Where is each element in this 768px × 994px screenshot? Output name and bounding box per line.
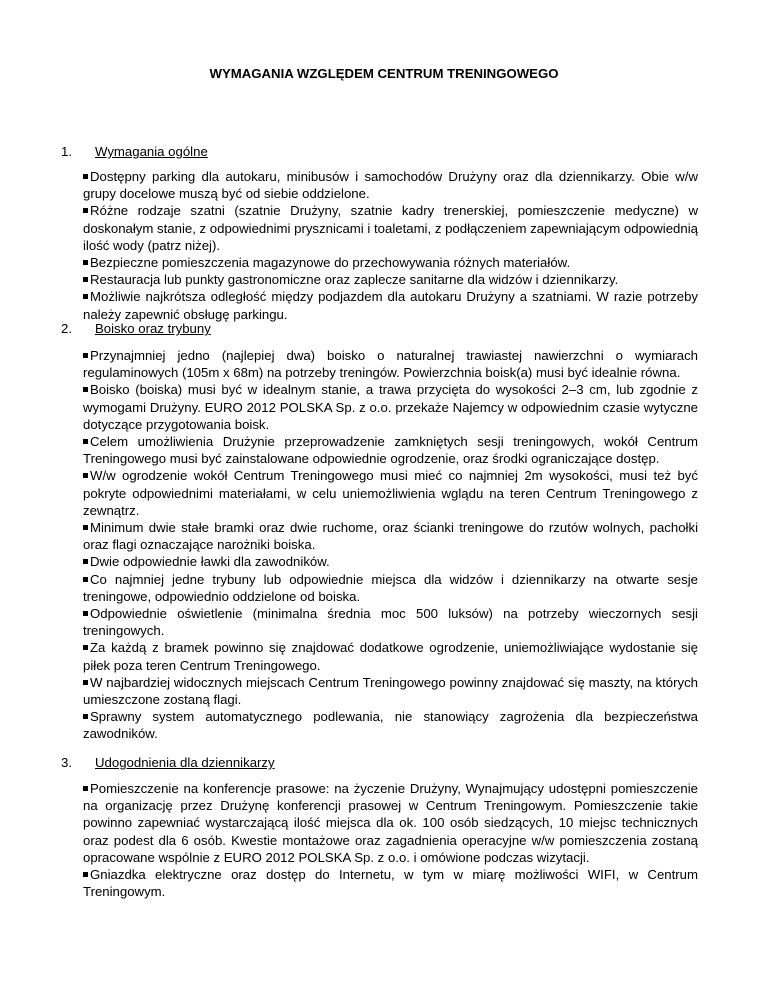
list-item: Restauracja lub punkty gastronomiczne oraz zaplecze sanitarne dla widzów i dziennikarzy.: [83, 271, 698, 288]
bullet-square-icon: [83, 174, 88, 179]
section-heading-general: [61, 143, 701, 160]
list-item: Odpowiednie oświetlenie (minimalna średnia moc 500 luksów) na potrzeby wieczornych sesji treningowych.: [83, 606, 698, 639]
list-item: W najbardziej widocznych miejscach Centrum Treningowego powinny znajdować się maszty, na których umieszczone zostaną flagi.: [83, 674, 698, 708]
list-item: Pomieszczenie na konferencje prasowe: na życzenie Drużyny, Wynajmujący udostępni pomieszczenie na organizację przez Drużynę konferencji prasowej w Centrum Treningowym. Pomieszczenie takie powinno zapewniać wystarczającą ilość miejsca dla ok. 100 osób siedzących, 10 miejsc technicznych oraz podest dla 6 osób. Kwestie montażowe oraz zagadnienia operacyjne w/w pomieszczenia zostaną opracowane wspólnie z EURO 2012 POLSKA Sp. z o.o. i omówione podczas wizytacji.: [83, 781, 698, 865]
list-item: Celem umożliwienia Drużynie przeprowadzenie zamkniętych sesji treningowych, wokół Centrum Treningowego musi być zainstalowane odpowiednie ogrodzenie, oraz środki ograniczające dostęp.: [83, 434, 698, 467]
section-title: Boisko oraz trybuny: [95, 321, 211, 336]
list-item: Dwie odpowiednie ławki dla zawodników.: [83, 553, 698, 570]
bullet-square-icon: [83, 714, 88, 719]
bullet-square-icon: [83, 645, 88, 650]
bullet-square-icon: [83, 294, 88, 299]
section-title: Wymagania ogólne: [95, 144, 208, 159]
section-list-pitch: [83, 347, 698, 743]
list-item: Gniazdka elektryczne oraz dostęp do Internetu, w tym w miarę możliwości WIFI, w Centrum Treningowym.: [83, 867, 698, 900]
section-title: Udogodnienia dla dziennikarzy: [95, 755, 275, 770]
section-number: 1.: [61, 144, 72, 159]
list-item: Bezpieczne pomieszczenia magazynowe do przechowywania różnych materiałów.: [83, 254, 698, 271]
list-item: Możliwie najkrótsza odległość między podjazdem dla autokaru Drużyny a szatniami. W razie potrzeby należy zapewnić obsługę parkingu.: [83, 289, 698, 322]
bullet-square-icon: [83, 387, 88, 392]
list-item: Za każdą z bramek powinno się znajdować dodatkowe ogrodzenie, uniemożliwiające wydostanie się piłek poza teren Centrum Treningowego.: [83, 640, 698, 673]
list-item: Dostępny parking dla autokaru, minibusów i samochodów Drużyny oraz dla dziennikarzy. Obie w/w grupy docelowe muszą być od siebie oddzielone.: [83, 169, 698, 202]
bullet-square-icon: [83, 473, 88, 478]
bullet-square-icon: [83, 353, 88, 358]
bullet-square-icon: [83, 208, 88, 213]
bullet-square-icon: [83, 559, 88, 564]
section-number: 2.: [61, 321, 72, 336]
bullet-square-icon: [83, 277, 88, 282]
bullet-square-icon: [83, 439, 88, 444]
bullet-square-icon: [83, 260, 88, 265]
list-item: Różne rodzaje szatni (szatnie Drużyny, szatnie kadry trenerskiej, pomieszczenie medyczne) w doskonałym stanie, z odpowiednimi prysznicami i toaletami, z podłączeniem zapewniającym odpowiednią ilość wody (patrz niżej).: [83, 203, 698, 253]
bullet-square-icon: [83, 577, 88, 582]
section-list-journalists: [83, 780, 698, 900]
list-item: Boisko (boiska) musi być w idealnym stanie, a trawa przycięta do wysokości 2–3 cm, lub zgodnie z wymogami Drużyny. EURO 2012 POLSKA Sp. z o.o. przekaże Najemcy w odpowiednim czasie wytyczne dotyczące przygotowania boisk.: [83, 382, 698, 432]
section-list-general: [83, 168, 698, 323]
bullet-square-icon: [83, 525, 88, 530]
section-number: 3.: [61, 755, 72, 770]
bullet-square-icon: [83, 786, 88, 791]
list-item: Co najmniej jedne trybuny lub odpowiednie miejsca dla widzów i dziennikarzy na otwarte sesje treningowe, odpowiednio oddzielone od boiska.: [83, 571, 698, 604]
bullet-square-icon: [83, 872, 88, 877]
list-item: Przynajmniej jedno (najlepiej dwa) boisko o naturalnej trawiastej nawierzchni o wymiarach regulaminowych (105m x 68m) na potrzeby treningów. Powierzchnia boisk(a) musi być idealnie równa.: [83, 348, 698, 381]
document-title: WYMAGANIA WZGLĘDEM CENTRUM TRENINGOWEGO: [209, 66, 559, 81]
section-heading-pitch: [61, 320, 701, 337]
bullet-square-icon: [83, 680, 88, 685]
list-item: Minimum dwie stałe bramki oraz dwie ruchome, oraz ścianki treningowe do rzutów wolnych, pachołki oraz flagi oznaczające narożniki boiska.: [83, 520, 698, 553]
list-item: Sprawny system automatycznego podlewania, nie stanowiący zagrożenia dla bezpieczeństwa zawodników.: [83, 709, 698, 742]
bullet-square-icon: [83, 611, 88, 616]
section-heading-journalists: [61, 754, 701, 771]
list-item: W/w ogrodzenie wokół Centrum Treningowego musi mieć co najmniej 2m wysokości, musi też być pokryte odpowiednimi materiałami, w celu uniemożliwienia wglądu na teren Centrum Treningowego z zewnątrz.: [83, 468, 698, 518]
